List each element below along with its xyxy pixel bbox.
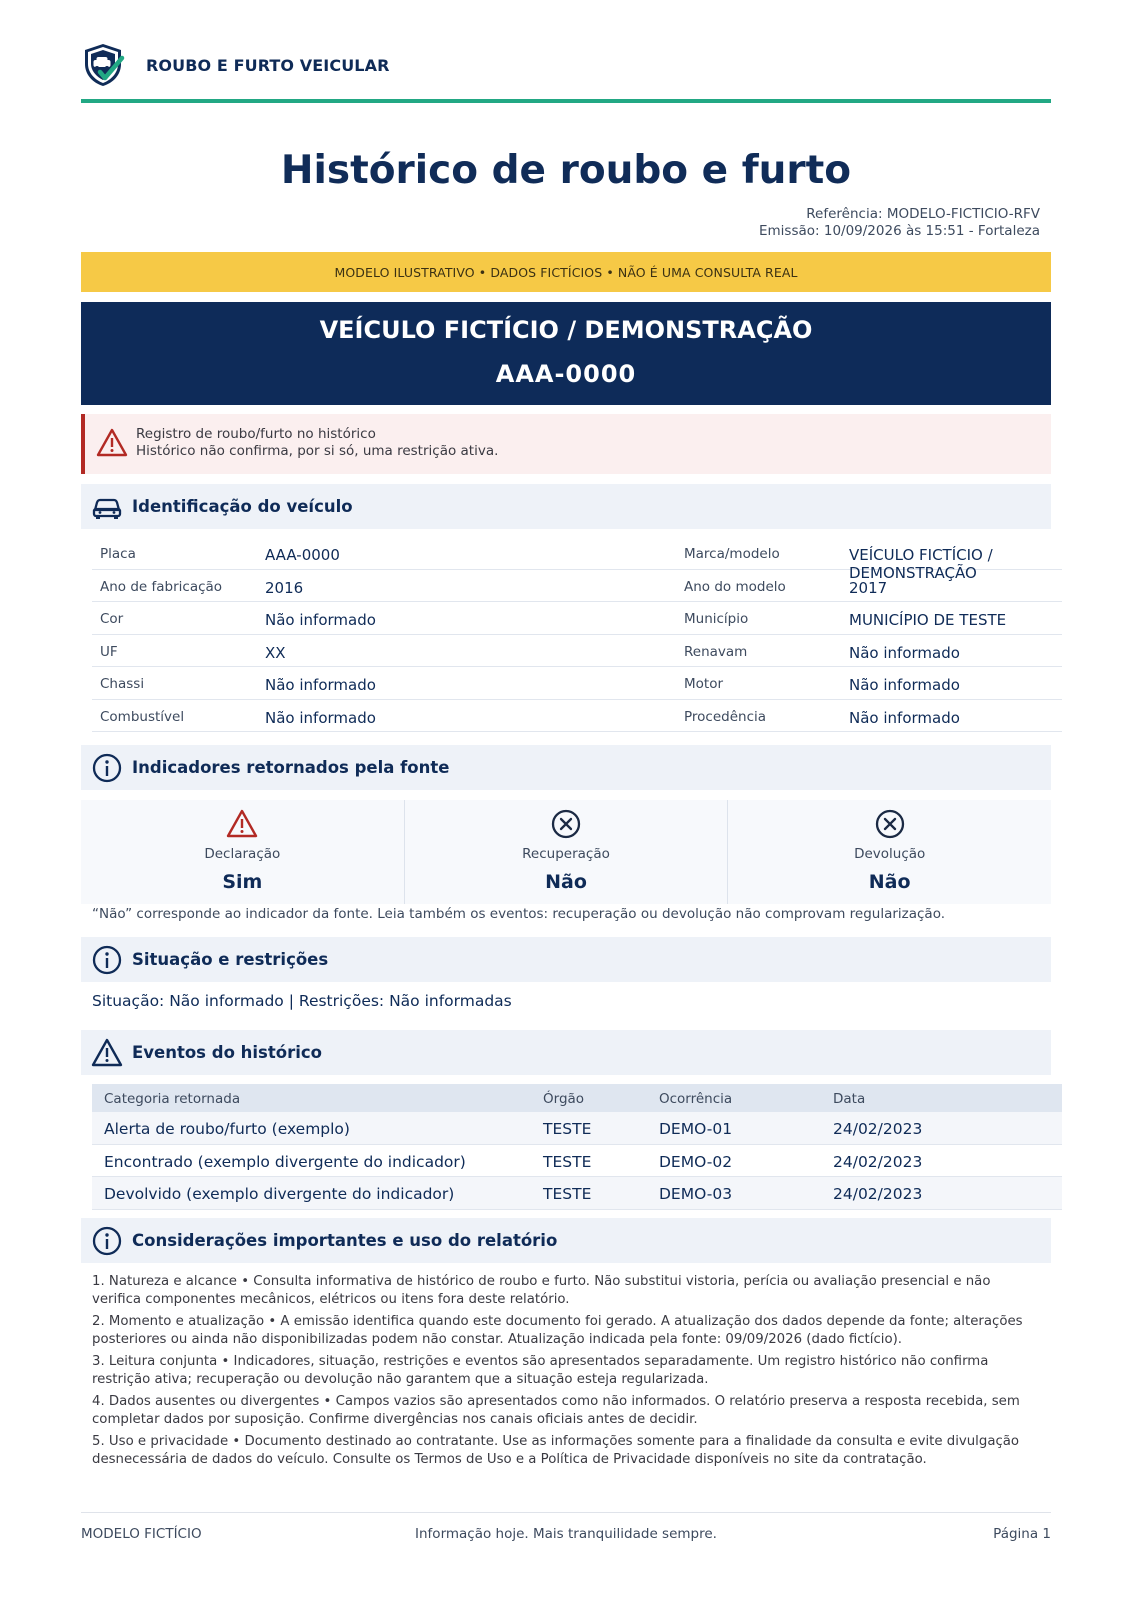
section-title: Indicadores retornados pela fonte bbox=[132, 758, 450, 777]
indicator-devolucao bbox=[727, 800, 1051, 904]
field-value: XX bbox=[265, 643, 286, 662]
indicator-value: Sim bbox=[222, 871, 263, 893]
table-cell: TESTE bbox=[543, 1185, 592, 1203]
column-header: Ocorrência bbox=[659, 1091, 733, 1107]
consideration-item: 1. Natureza e alcance • Consulta informativa de histórico de roubo e furto. Não substitui vistoria, perícia ou avaliação presencial e não verifica componentes mecânicos, elétricos ou itens fora deste relatório. bbox=[92, 1274, 991, 1307]
field-label: Cor bbox=[100, 611, 124, 627]
situation-text: Situação: Não informado | Restrições: Não informadas bbox=[92, 992, 512, 1010]
table-body bbox=[92, 1112, 1062, 1210]
vehicle-model: VEÍCULO FICTÍCIO / DEMONSTRAÇÃO bbox=[319, 316, 813, 344]
x-circle-icon bbox=[874, 808, 906, 840]
events-table bbox=[92, 1084, 1062, 1210]
shield-car-check-icon bbox=[81, 42, 125, 88]
x-circle-icon bbox=[550, 808, 582, 840]
consideration-item: 5. Uso e privacidade • Documento destinado ao contratante. Use as informações somente para a finalidade da consulta e evite divulgação desnecessária de dados do veículo. Consulte os Termos de Uso e a Política de Privacidade disponíveis no site da contratação. bbox=[92, 1434, 1020, 1467]
alert-line-1: Registro de roubo/furto no histórico bbox=[136, 426, 376, 442]
table-cell: Alerta de roubo/furto (exemplo) bbox=[104, 1120, 350, 1138]
section-events bbox=[81, 1030, 1051, 1075]
header-divider bbox=[81, 99, 1051, 103]
consideration-item: 4. Dados ausentes ou divergentes • Campos vazios são apresentados como não informados. O relatório preserva a resposta recebida, sem completar dados por suposição. Confirme divergências nos canais oficiais antes de decidir. bbox=[92, 1394, 1020, 1427]
page-title: Histórico de roubo e furto bbox=[280, 148, 852, 193]
field-value: AAA-0000 bbox=[265, 546, 340, 564]
table-cell: DEMO-02 bbox=[659, 1152, 733, 1171]
vehicle-hero bbox=[81, 302, 1051, 405]
identification-grid bbox=[92, 537, 1062, 732]
field-label: Ano de fabricação bbox=[100, 578, 223, 595]
footer-divider bbox=[81, 1512, 1051, 1513]
vehicle-plate: AAA-0000 bbox=[495, 360, 637, 388]
field-value: 2017 bbox=[849, 578, 888, 597]
brand-name: ROUBO E FURTO VEICULAR bbox=[146, 55, 390, 75]
table-header bbox=[92, 1084, 1062, 1112]
field-value: 2016 bbox=[265, 578, 304, 597]
table-cell: DEMO-03 bbox=[659, 1185, 733, 1203]
column-header: Categoria retornada bbox=[104, 1091, 241, 1107]
field-value: Não informado bbox=[849, 643, 960, 662]
indicator-recuperacao bbox=[404, 800, 728, 904]
theft-alert bbox=[81, 414, 1051, 474]
reference-text: Referência: MODELO-FICTICIO-RFV bbox=[806, 206, 1040, 222]
indicator-label: Declaração bbox=[204, 846, 281, 862]
field-label: UF bbox=[100, 643, 118, 660]
warning-triangle-icon bbox=[96, 427, 128, 459]
footer-left: MODELO FICTÍCIO bbox=[81, 1526, 202, 1542]
section-title: Situação e restrições bbox=[132, 950, 329, 969]
field-label: Combustível bbox=[100, 708, 185, 725]
document-meta bbox=[759, 206, 1040, 240]
table-cell: Encontrado (exemplo divergente do indicador) bbox=[104, 1152, 466, 1171]
consideration-item: 2. Momento e atualização • A emissão identifica quando este documento foi gerado. A atualização dos dados depende da fonte; alterações posteriores ou ainda não disponibilizadas podem não constar. Atualização indicada pela fonte: 09/09/2026 (dado fictício). bbox=[92, 1314, 1023, 1347]
considerations-list bbox=[92, 1273, 1042, 1473]
section-situation bbox=[81, 937, 1051, 982]
table-row bbox=[92, 1112, 1062, 1145]
table-cell: 24/02/2023 bbox=[833, 1120, 923, 1138]
footer-tagline: Informação hoje. Mais tranquilidade sempre. bbox=[415, 1526, 717, 1542]
field-value: Não informado bbox=[849, 676, 960, 694]
brand-header bbox=[81, 42, 390, 88]
id-row bbox=[92, 635, 1062, 668]
field-label: Motor bbox=[684, 676, 724, 692]
warning-triangle-icon bbox=[226, 808, 258, 840]
id-row bbox=[92, 537, 1062, 582]
indicator-label: Devolução bbox=[854, 846, 926, 862]
field-value: Não informado bbox=[265, 708, 376, 727]
table-cell: Devolvido (exemplo divergente do indicador) bbox=[104, 1185, 455, 1203]
field-label: Placa bbox=[100, 546, 136, 562]
field-value: Não informado bbox=[265, 611, 376, 629]
page-number: Página 1 bbox=[993, 1526, 1051, 1542]
section-title: Identificação do veículo bbox=[132, 497, 353, 516]
field-value: VEÍCULO FICTÍCIO / DEMONSTRAÇÃO bbox=[849, 546, 993, 582]
table-cell: 24/02/2023 bbox=[833, 1185, 923, 1203]
indicator-value: Não bbox=[545, 871, 587, 893]
table-row bbox=[92, 1177, 1062, 1210]
field-label: Marca/modelo bbox=[684, 546, 780, 562]
id-row bbox=[92, 700, 1062, 733]
warning-triangle-icon bbox=[91, 1037, 123, 1069]
illustrative-banner: MODELO ILUSTRATIVO • DADOS FICTÍCIOS • NÃO É UMA CONSULTA REAL bbox=[81, 252, 1051, 292]
info-circle-icon bbox=[91, 944, 123, 976]
id-row bbox=[92, 667, 1062, 700]
field-label: Ano do modelo bbox=[684, 578, 786, 595]
table-cell: DEMO-01 bbox=[659, 1120, 733, 1138]
indicators-panel bbox=[81, 800, 1051, 904]
column-header: Data bbox=[833, 1091, 866, 1107]
field-label: Chassi bbox=[100, 676, 145, 692]
field-value: Não informado bbox=[265, 676, 376, 694]
field-label: Renavam bbox=[684, 643, 748, 660]
indicator-declaracao bbox=[81, 800, 404, 904]
indicator-label: Recuperação bbox=[522, 846, 610, 862]
field-value: Não informado bbox=[849, 708, 960, 727]
table-cell: TESTE bbox=[543, 1120, 592, 1138]
table-row bbox=[92, 1145, 1062, 1178]
consideration-item: 3. Leitura conjunta • Indicadores, situação, restrições e eventos são apresentados separadamente. Um registro histórico não confirma restrição ativa; recuperação ou devolução não garantem que a situação esteja regularizada. bbox=[92, 1354, 989, 1387]
info-circle-icon bbox=[91, 1225, 123, 1257]
alert-line-2: Histórico não confirma, por si só, uma restrição ativa. bbox=[136, 443, 499, 459]
info-circle-icon bbox=[91, 752, 123, 784]
section-identification bbox=[81, 484, 1051, 529]
indicator-value: Não bbox=[868, 871, 911, 893]
indicators-note: “Não” corresponde ao indicador da fonte. Leia também os eventos: recuperação ou devolução não comprovam regularização. bbox=[92, 906, 946, 922]
field-label: Município bbox=[684, 611, 749, 627]
section-indicators bbox=[81, 745, 1051, 790]
column-header: Órgão bbox=[543, 1091, 585, 1107]
field-value: MUNICÍPIO DE TESTE bbox=[849, 611, 1007, 629]
emission-text: Emissão: 10/09/2026 às 15:51 - Fortaleza bbox=[758, 223, 1040, 239]
section-title: Considerações importantes e uso do relatório bbox=[132, 1231, 558, 1250]
field-label: Procedência bbox=[684, 708, 767, 725]
car-icon bbox=[91, 491, 123, 523]
section-title: Eventos do histórico bbox=[132, 1043, 322, 1062]
id-row bbox=[92, 570, 1062, 603]
alert-text bbox=[136, 426, 498, 460]
section-considerations bbox=[81, 1218, 1051, 1263]
table-cell: 24/02/2023 bbox=[833, 1152, 923, 1171]
table-cell: TESTE bbox=[543, 1152, 592, 1171]
id-row bbox=[92, 602, 1062, 635]
